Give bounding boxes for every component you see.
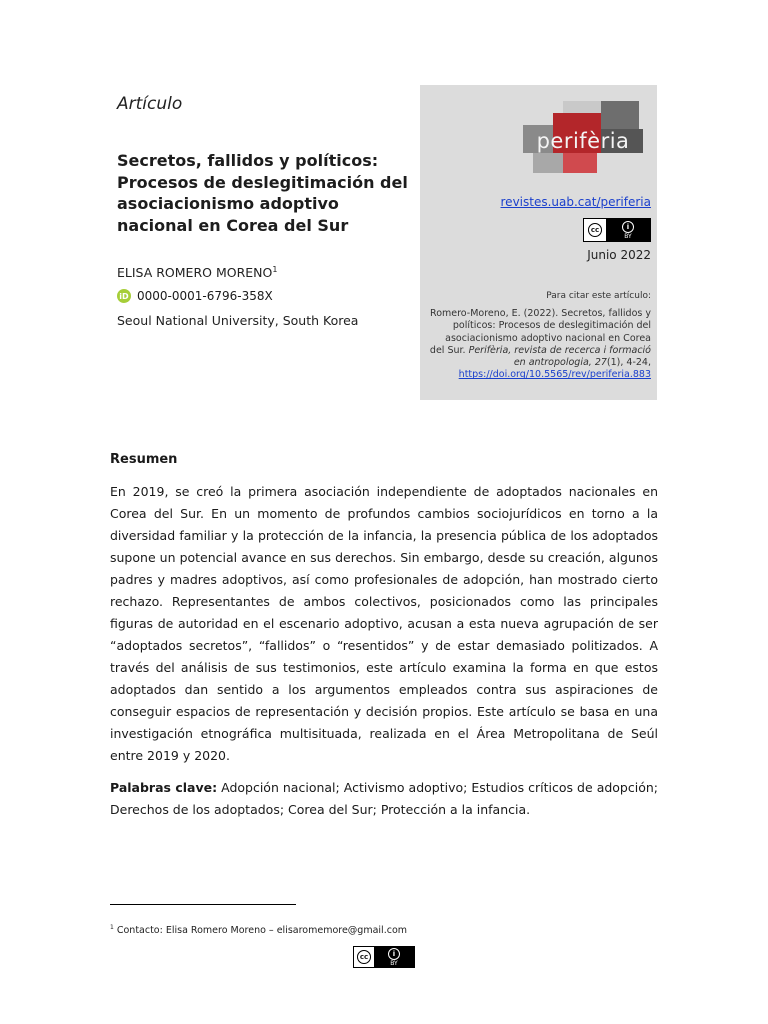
cite-label: Para citar este artículo:	[546, 291, 651, 301]
citation: Romero-Moreno, E. (2022). Secretos, fallidos y políticos: Procesos de deslegitimación del asociacionismo adoptivo nacional en Corea del Sur. Perifèria, revista de recerca i formació en antropologia, 27(1), 4-24, https://doi.org/10.5565/rev/periferia.883	[429, 308, 651, 381]
publication-date: Junio 2022	[587, 248, 651, 262]
journal-info-box	[420, 85, 657, 400]
affiliation: Seoul National University, South Korea	[117, 313, 359, 328]
abstract-text: En 2019, se creó la primera asociación independiente de adoptados nacionales en Corea del Sur. En un momento de profundos cambios sociojurídicos en torno a la diversidad familiar y la protección de la infancia, la presencia pública de los adoptados supone un potencial avance en sus derechos. Sin embargo, desde su creación, algunos padres y madres adoptivos, así como profesionales de adopción, han mostrado cierto rechazo. Representantes de ambos colectivos, posicionados como las principales figuras de autoridad en el escenario adoptivo, acusan a esta nueva agrupación de ser “adoptados secretos”, “fallidos” o “resentidos” y de estar demasiado politizados. A través del análisis de sus testimonios, este artículo examina la forma en que estos adoptados dan sentido a los argumentos empleados contra sus aspiraciones de conseguir espacios de representación y decisión propios. Este artículo se basa en una investigación etnográfica multisituada, realizada en el Área Metropolitana de Seúl entre 2019 y 2020.	[110, 484, 658, 763]
orcid-id: 0000-0001-6796-358X	[137, 289, 273, 303]
doi-link[interactable]: https://doi.org/10.5565/rev/periferia.883	[458, 369, 651, 381]
footer-cc-icon: cc	[354, 947, 374, 967]
keywords-label: Palabras clave:	[110, 780, 218, 795]
section-label: Artículo	[117, 94, 183, 114]
article-title: Secretos, fallidos y políticos: Procesos de deslegitimación del asociacionismo adoptivo nacional en Corea del Sur	[117, 151, 408, 235]
logo-text: perifèria	[536, 129, 630, 153]
abstract-heading: Resumen	[110, 452, 178, 467]
author-footnote-marker: 1	[272, 264, 278, 274]
footnote: $^1$ Contacto: Elisa Romero Moreno – elisaromemore@gmail.com	[110, 923, 408, 936]
orcid-row[interactable]	[117, 289, 273, 303]
journal-link[interactable]: revistes.uab.cat/periferia	[500, 195, 651, 209]
footer-by-icon: i BY	[374, 947, 414, 967]
journal-logo	[523, 101, 643, 173]
footer-cc-by-badge[interactable]	[353, 946, 415, 968]
keywords-list: Adopción nacional; Activismo adoptivo; Estudios críticos de adopción; Derechos de los adoptados; Corea del Sur; Protección a la infancia.	[110, 780, 658, 817]
author-name	[117, 265, 277, 280]
orcid-icon[interactable]: iD	[117, 289, 131, 303]
author-text: ELISA ROMERO MORENO	[117, 265, 273, 280]
keywords	[110, 777, 658, 821]
by-icon: i BY	[606, 219, 650, 241]
cc-icon: cc	[584, 219, 606, 241]
footnote-divider	[110, 904, 296, 905]
cc-by-license-badge[interactable]	[583, 218, 651, 242]
